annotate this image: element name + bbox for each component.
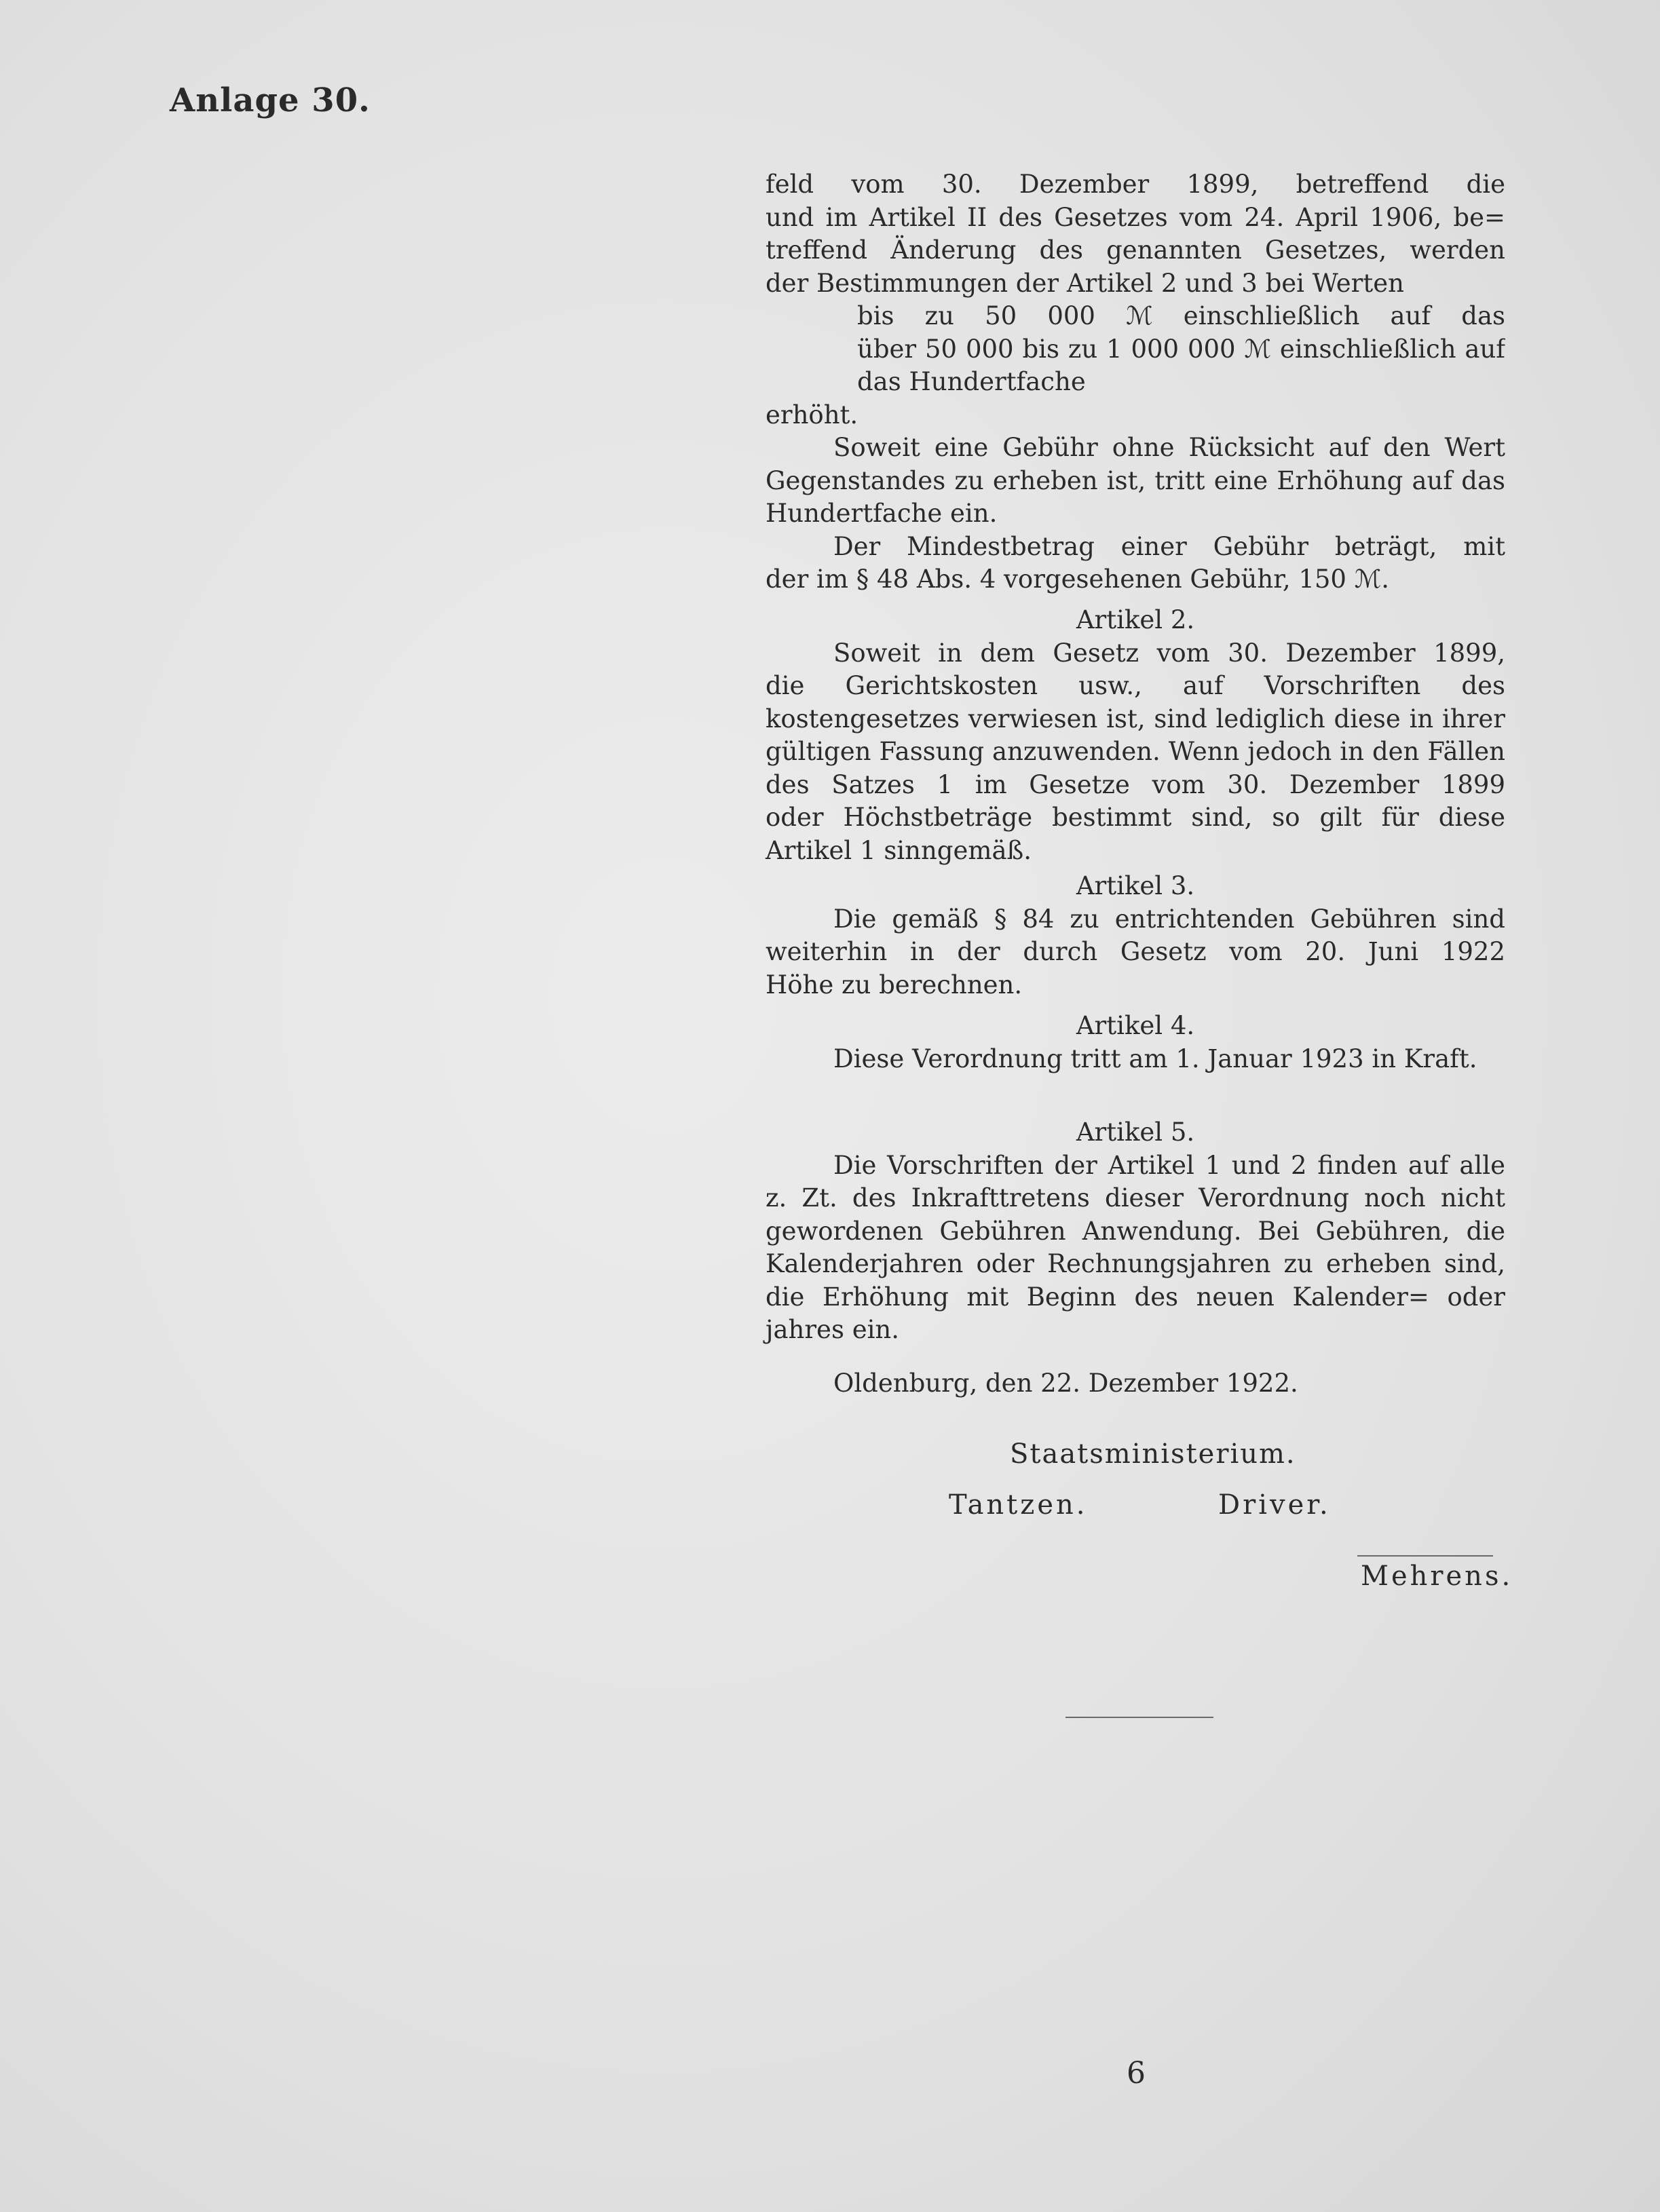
article-3-lines bbox=[766, 903, 1505, 1002]
article-1-continuation bbox=[766, 168, 1505, 596]
article-5-heading: Artikel 5. bbox=[1076, 1118, 1195, 1147]
signature-mehrens: Mehrens. bbox=[1361, 1561, 1513, 1592]
artikel2-line: kostengesetzes verwiesen ist, sind lediglich diese in ihrer bbox=[766, 704, 1505, 733]
article-5-lines bbox=[766, 1149, 1505, 1347]
article-3-heading: Artikel 3. bbox=[1076, 871, 1195, 900]
artikel2-line: des Satzes 1 im Gesetze vom 30. Dezember 1899 bbox=[766, 769, 1505, 799]
block1-line: Der Mindestbetrag einer Gebühr beträgt, mit bbox=[833, 531, 1505, 561]
article-4 bbox=[766, 1010, 1505, 1075]
block1-line: treffend Änderung des genannten Gesetzes, werden bbox=[766, 235, 1505, 265]
artikel5-line: jahres ein. bbox=[766, 1315, 900, 1344]
signature-rule bbox=[1357, 1555, 1493, 1557]
article-4-lines bbox=[766, 1043, 1505, 1076]
block1-line: feld vom 30. Dezember 1899, betreffend die bbox=[766, 170, 1505, 199]
artikel3-line: Die gemäß § 84 zu entrichtenden Gebühren sind bbox=[833, 904, 1505, 934]
article-5 bbox=[766, 1116, 1505, 1347]
artikel2-line: gültigen Fassung anzuwenden. Wenn jedoch in den Fällen bbox=[766, 737, 1505, 766]
page-number: 6 bbox=[1127, 2056, 1146, 2091]
artikel5-line: gewordenen Gebühren Anwendung. Bei Gebühren, die bbox=[766, 1216, 1505, 1246]
signature-tantzen: Tantzen. bbox=[949, 1489, 1088, 1521]
block1-line: der Bestimmungen der Artikel 2 und 3 bei Werten bbox=[766, 268, 1404, 298]
artikel3-line: weiterhin in der durch Gesetz vom 20. Juni 1922 bbox=[766, 937, 1505, 966]
block1-line: das Hundertfache bbox=[857, 367, 1086, 396]
block1-line: über 50 000 bis zu 1 000 000 ℳ einschließlich auf bbox=[857, 334, 1505, 364]
end-rule bbox=[1065, 1717, 1213, 1718]
block1-line: und im Artikel II des Gesetzes vom 24. April 1906, be= bbox=[766, 202, 1505, 232]
place-date-block bbox=[766, 1367, 1505, 1400]
signature-driver: Driver. bbox=[1218, 1489, 1331, 1521]
artikel2-line: Artikel 1 sinngemäß. bbox=[766, 835, 1032, 865]
block1-lines bbox=[766, 168, 1505, 596]
page-header: Anlage 30. bbox=[170, 81, 371, 119]
block1-line: erhöht. bbox=[766, 400, 859, 430]
article-4-heading: Artikel 4. bbox=[1076, 1011, 1195, 1040]
artikel5-line: Die Vorschriften der Artikel 1 und 2 finden auf alle bbox=[833, 1150, 1505, 1180]
block1-line: Soweit eine Gebühr ohne Rücksicht auf den Wert bbox=[833, 433, 1505, 462]
article-2-heading: Artikel 2. bbox=[1076, 605, 1195, 634]
artikel2-line: die Gerichtskosten usw., auf Vorschriften des bbox=[766, 671, 1505, 700]
block1-line: der im § 48 Abs. 4 vorgesehenen Gebühr, 150 ℳ. bbox=[766, 565, 1390, 594]
block1-line: Gegenstandes zu erheben ist, tritt eine Erhöhung auf das bbox=[766, 465, 1505, 495]
block1-line: Hundertfache ein. bbox=[766, 499, 998, 528]
artikel5-line: Kalenderjahren oder Rechnungsjahren zu erheben sind, bbox=[766, 1249, 1505, 1278]
artikel4-line: Diese Verordnung tritt am 1. Januar 1923 in Kraft. bbox=[833, 1044, 1477, 1073]
artikel3-line: Höhe zu berechnen. bbox=[766, 970, 1023, 999]
article-3 bbox=[766, 870, 1505, 1002]
place-date: Oldenburg, den 22. Dezember 1922. bbox=[833, 1369, 1298, 1398]
artikel5-line: z. Zt. des Inkrafttretens dieser Verordnung noch nicht bbox=[766, 1183, 1505, 1213]
artikel2-line: Soweit in dem Gesetz vom 30. Dezember 1899, bbox=[833, 638, 1505, 668]
artikel2-line: oder Höchstbeträge bestimmt sind, so gilt für diese bbox=[766, 803, 1505, 832]
block1-line: bis zu 50 000 ℳ einschließlich auf das bbox=[857, 301, 1505, 330]
article-2 bbox=[766, 604, 1505, 867]
article-2-lines bbox=[766, 637, 1505, 868]
artikel5-line: die Erhöhung mit Beginn des neuen Kalender= oder bbox=[766, 1282, 1505, 1312]
ministry-name: Staatsministerium. bbox=[1010, 1438, 1296, 1470]
